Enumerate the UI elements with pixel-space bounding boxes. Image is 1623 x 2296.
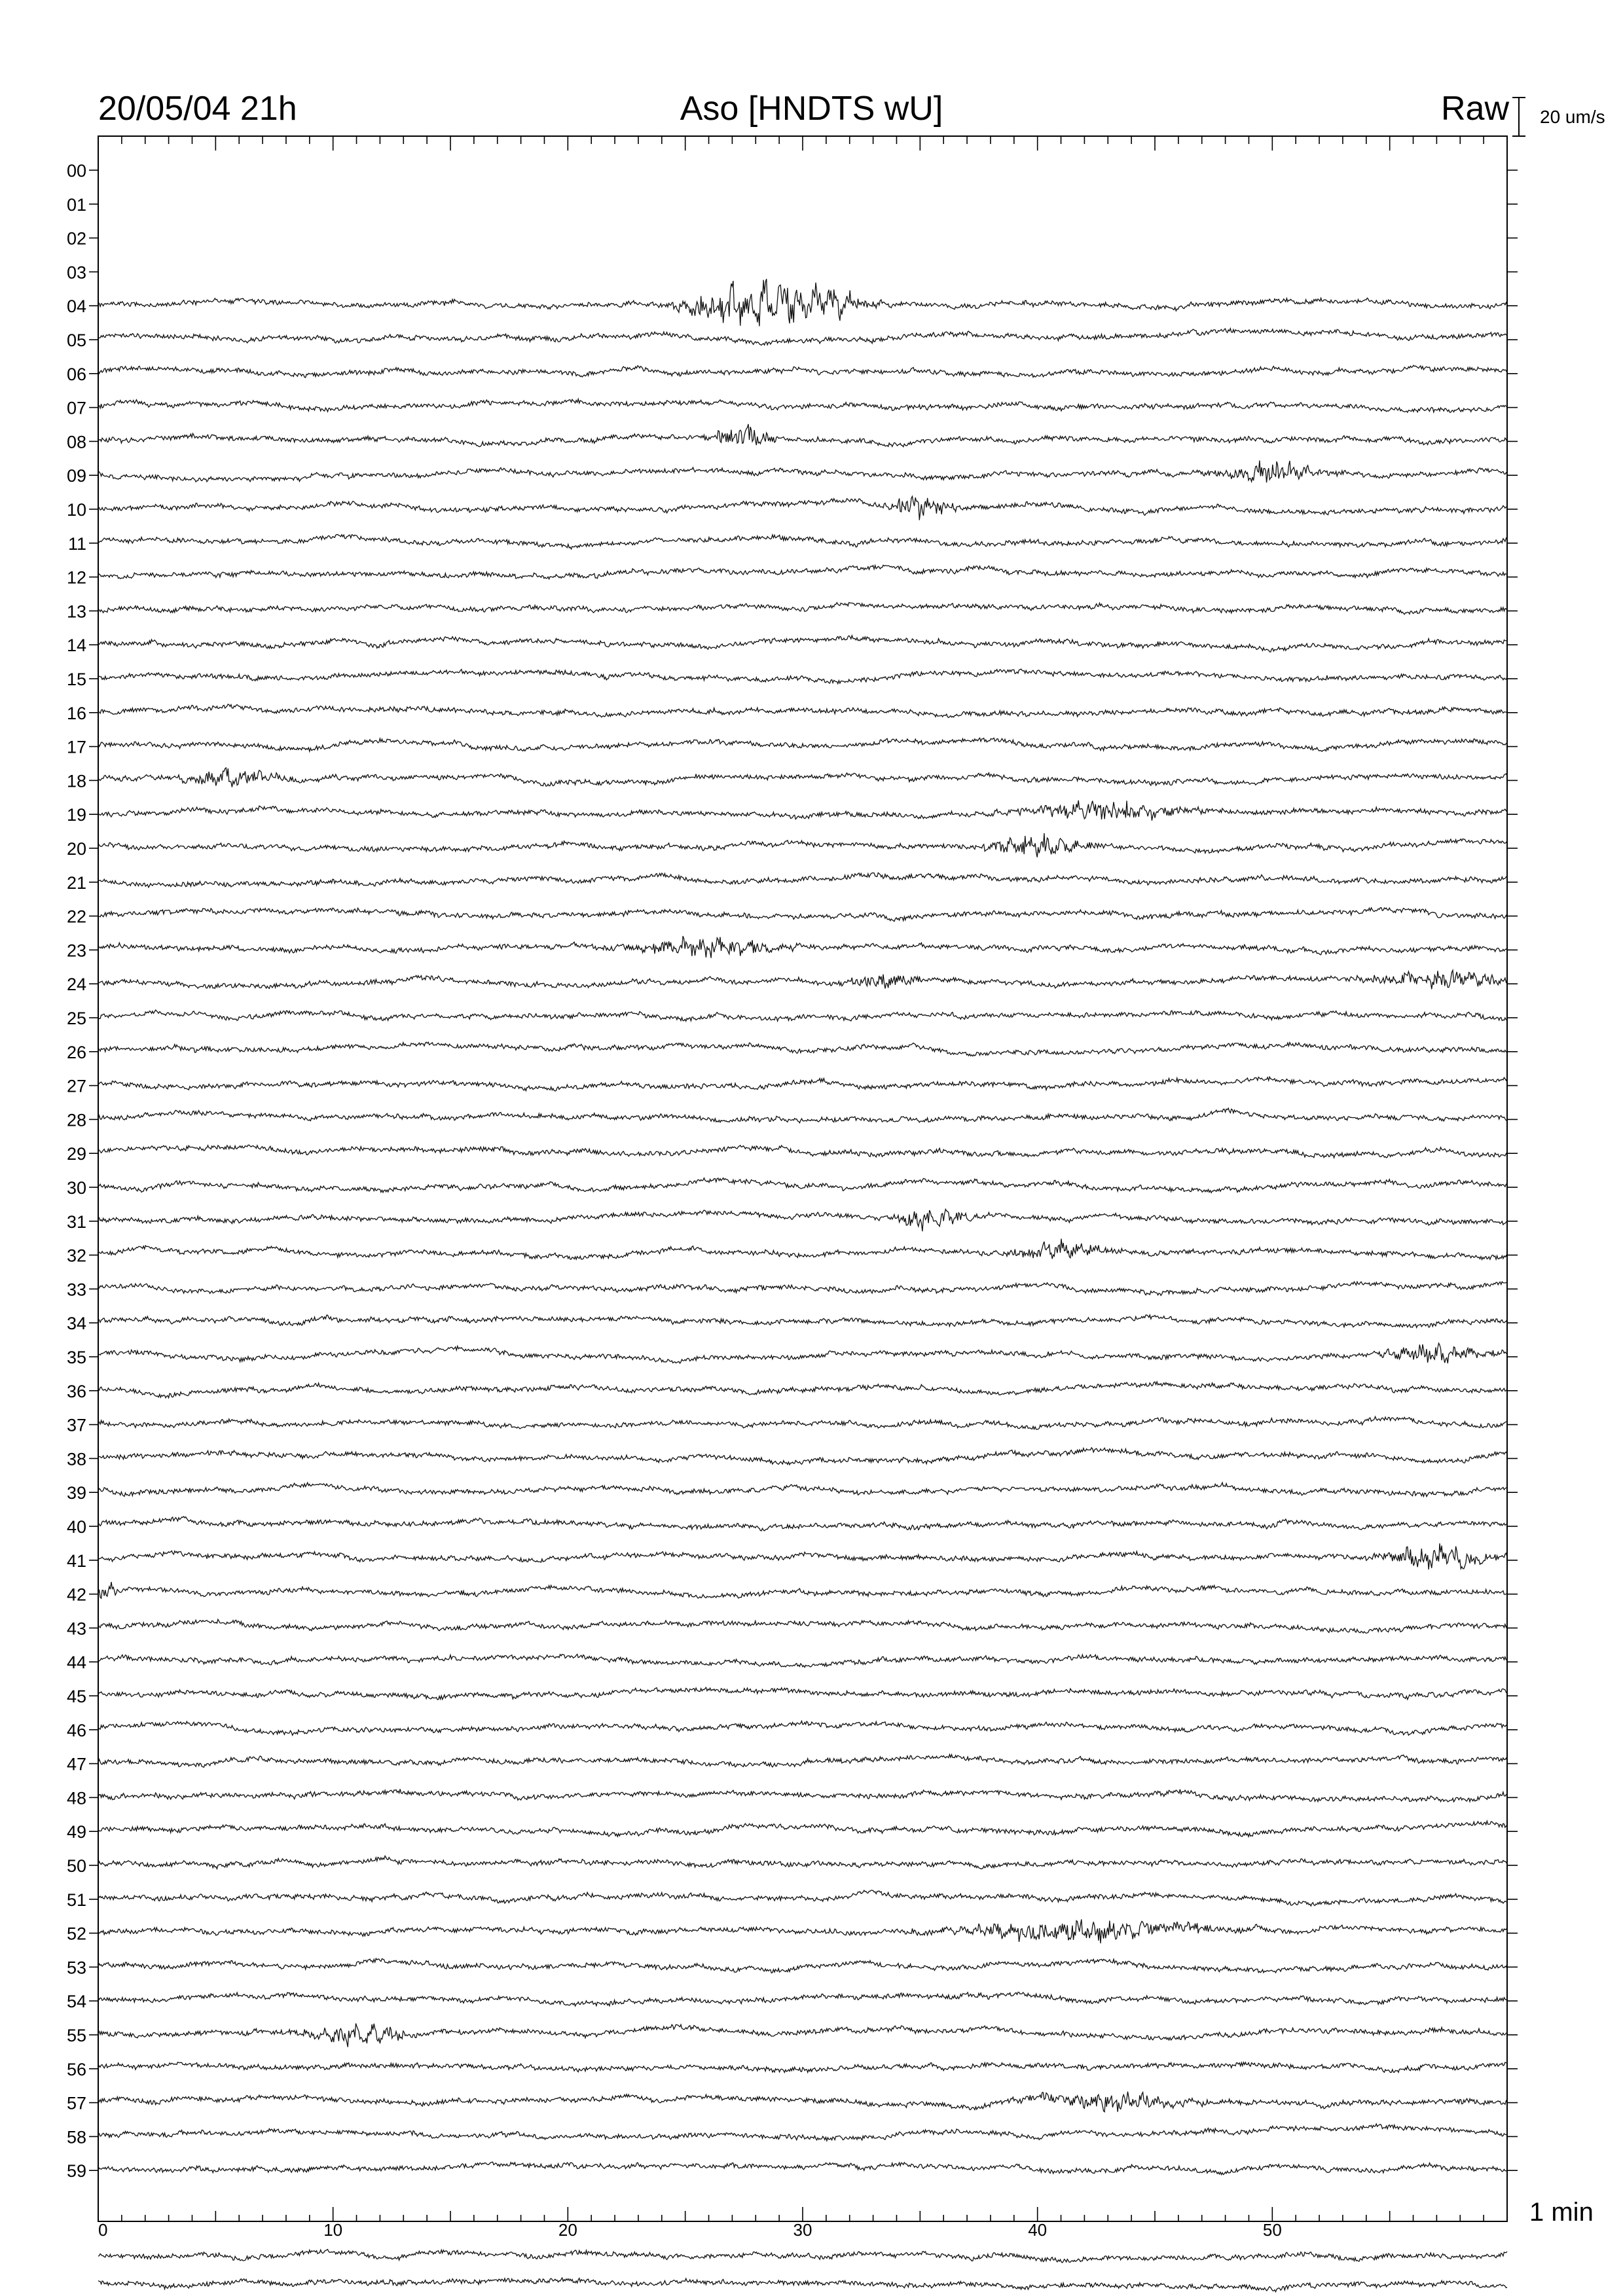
row-label: 01 <box>66 194 86 215</box>
amplitude-scale-label: 20 um/s <box>1540 107 1605 127</box>
trace-row-22 <box>98 908 1507 922</box>
row-label: 12 <box>66 567 86 588</box>
row-label: 17 <box>66 737 86 757</box>
trace-row-15 <box>98 669 1507 683</box>
x-tick-label: 50 <box>1262 2220 1282 2240</box>
row-label: 55 <box>66 2026 86 2045</box>
trace-row-40 <box>98 1516 1507 1531</box>
row-label: 39 <box>66 1483 86 1503</box>
trace-row-43 <box>98 1619 1507 1633</box>
row-label: 25 <box>66 1009 86 1028</box>
row-label: 42 <box>66 1585 86 1605</box>
row-label: 41 <box>66 1551 86 1571</box>
trace-row-13 <box>98 603 1507 615</box>
row-label: 51 <box>66 1890 86 1910</box>
trace-row-57 <box>98 2092 1507 2112</box>
row-label: 21 <box>66 872 86 893</box>
trace-row-04 <box>98 279 1507 326</box>
row-label: 53 <box>66 1958 86 1978</box>
row-label: 35 <box>66 1348 86 1367</box>
row-label: 00 <box>66 161 86 181</box>
trace-row-11 <box>98 535 1507 549</box>
trace-row-39 <box>98 1482 1507 1496</box>
row-label: 36 <box>66 1381 86 1401</box>
trace-row-42 <box>98 1582 1507 1598</box>
row-label: 06 <box>66 364 86 384</box>
trace-row-08 <box>98 424 1507 447</box>
trace-row-53 <box>98 1958 1507 1973</box>
header-date: 20/05/04 21h <box>98 90 297 128</box>
row-label: 16 <box>66 703 86 723</box>
trace-row-49 <box>98 1821 1507 1837</box>
row-label: 47 <box>66 1754 86 1774</box>
trace-row-30 <box>98 1178 1507 1193</box>
trace-row-52 <box>98 1920 1507 1944</box>
trace-row-51 <box>98 1890 1507 1906</box>
trace-row-19 <box>98 800 1507 821</box>
trace-row-36 <box>98 1382 1507 1398</box>
trace-row-16 <box>98 704 1507 717</box>
row-label: 57 <box>66 2093 86 2113</box>
trace-row-48 <box>98 1789 1507 1802</box>
trace-row-29 <box>98 1145 1507 1158</box>
trace-row-05 <box>98 329 1507 346</box>
row-label: 30 <box>66 1178 86 1198</box>
row-label: 10 <box>66 500 86 520</box>
trace-row-35 <box>98 1343 1507 1363</box>
trace-row-09 <box>98 461 1507 483</box>
trace-row-10 <box>98 496 1507 520</box>
trace-row-37 <box>98 1416 1507 1429</box>
trace-overflow-2 <box>98 2278 1507 2291</box>
row-label: 08 <box>66 432 86 452</box>
x-tick-label: 30 <box>793 2220 812 2240</box>
trace-row-33 <box>98 1282 1507 1295</box>
row-label: 29 <box>66 1144 86 1164</box>
x-tick-label: 20 <box>558 2220 577 2240</box>
trace-row-38 <box>98 1448 1507 1465</box>
x-tick-label: 40 <box>1028 2220 1048 2240</box>
trace-row-59 <box>98 2162 1507 2174</box>
header-mode: Raw <box>1440 90 1509 128</box>
trace-row-44 <box>98 1655 1507 1668</box>
row-label: 59 <box>66 2161 86 2181</box>
trace-row-31 <box>98 1210 1507 1232</box>
trace-row-20 <box>98 833 1507 857</box>
row-label: 26 <box>66 1042 86 1062</box>
row-label: 24 <box>66 975 86 995</box>
trace-row-14 <box>98 636 1507 652</box>
x-axis-unit-label: 1 min <box>1529 2198 1594 2227</box>
trace-row-26 <box>98 1042 1507 1056</box>
row-label: 09 <box>66 466 86 486</box>
plot-frame <box>98 136 1507 2221</box>
row-label: 54 <box>66 1992 86 2012</box>
row-label: 13 <box>66 601 86 622</box>
row-label: 43 <box>66 1619 86 1639</box>
trace-row-25 <box>98 1010 1507 1021</box>
trace-row-58 <box>98 2124 1507 2141</box>
row-label: 02 <box>66 228 86 249</box>
trace-row-27 <box>98 1077 1507 1091</box>
trace-row-21 <box>98 873 1507 888</box>
row-label: 58 <box>66 2127 86 2147</box>
row-label: 50 <box>66 1856 86 1876</box>
row-label: 40 <box>66 1517 86 1537</box>
row-label: 22 <box>66 906 86 927</box>
row-label: 28 <box>66 1110 86 1130</box>
trace-row-45 <box>98 1687 1507 1700</box>
row-label: 46 <box>66 1720 86 1740</box>
row-label: 33 <box>66 1280 86 1300</box>
chart-title: Aso [HNDTS wU] <box>680 90 943 128</box>
trace-row-18 <box>98 768 1507 787</box>
row-label: 15 <box>66 670 86 689</box>
trace-row-56 <box>98 2062 1507 2073</box>
row-label: 38 <box>66 1449 86 1469</box>
row-label: 44 <box>66 1653 86 1673</box>
x-tick-label: 10 <box>323 2220 343 2240</box>
row-label: 07 <box>66 398 86 418</box>
row-label: 52 <box>66 1924 86 1944</box>
row-label: 11 <box>67 533 86 554</box>
row-label: 03 <box>66 262 86 283</box>
trace-row-17 <box>98 738 1507 752</box>
trace-row-06 <box>98 365 1507 378</box>
row-label: 56 <box>66 2059 86 2079</box>
row-label: 32 <box>66 1246 86 1266</box>
row-label: 27 <box>66 1076 86 1096</box>
row-label: 19 <box>66 805 86 825</box>
trace-row-41 <box>98 1543 1507 1570</box>
row-label: 37 <box>66 1415 86 1435</box>
trace-row-28 <box>98 1108 1507 1123</box>
row-label: 45 <box>66 1687 86 1706</box>
row-label: 14 <box>66 636 86 656</box>
trace-row-07 <box>98 399 1507 413</box>
trace-row-54 <box>98 1992 1507 2006</box>
row-label: 49 <box>66 1822 86 1842</box>
trace-row-50 <box>98 1856 1507 1869</box>
row-label: 31 <box>66 1211 86 1232</box>
row-label: 18 <box>66 771 86 791</box>
trace-row-24 <box>98 970 1507 989</box>
trace-row-32 <box>98 1239 1507 1260</box>
trace-overflow-1 <box>98 2250 1507 2263</box>
trace-row-12 <box>98 565 1507 579</box>
row-label: 48 <box>66 1788 86 1808</box>
x-tick-label: 0 <box>98 2220 108 2240</box>
trace-row-46 <box>98 1721 1507 1736</box>
trace-row-47 <box>98 1755 1507 1768</box>
row-label: 34 <box>66 1314 86 1334</box>
trace-row-55 <box>98 2024 1507 2047</box>
row-label: 04 <box>66 296 86 317</box>
row-label: 23 <box>66 941 86 961</box>
trace-row-34 <box>98 1315 1507 1327</box>
row-label: 20 <box>66 839 86 859</box>
row-label: 05 <box>66 331 86 350</box>
trace-row-23 <box>98 936 1507 958</box>
